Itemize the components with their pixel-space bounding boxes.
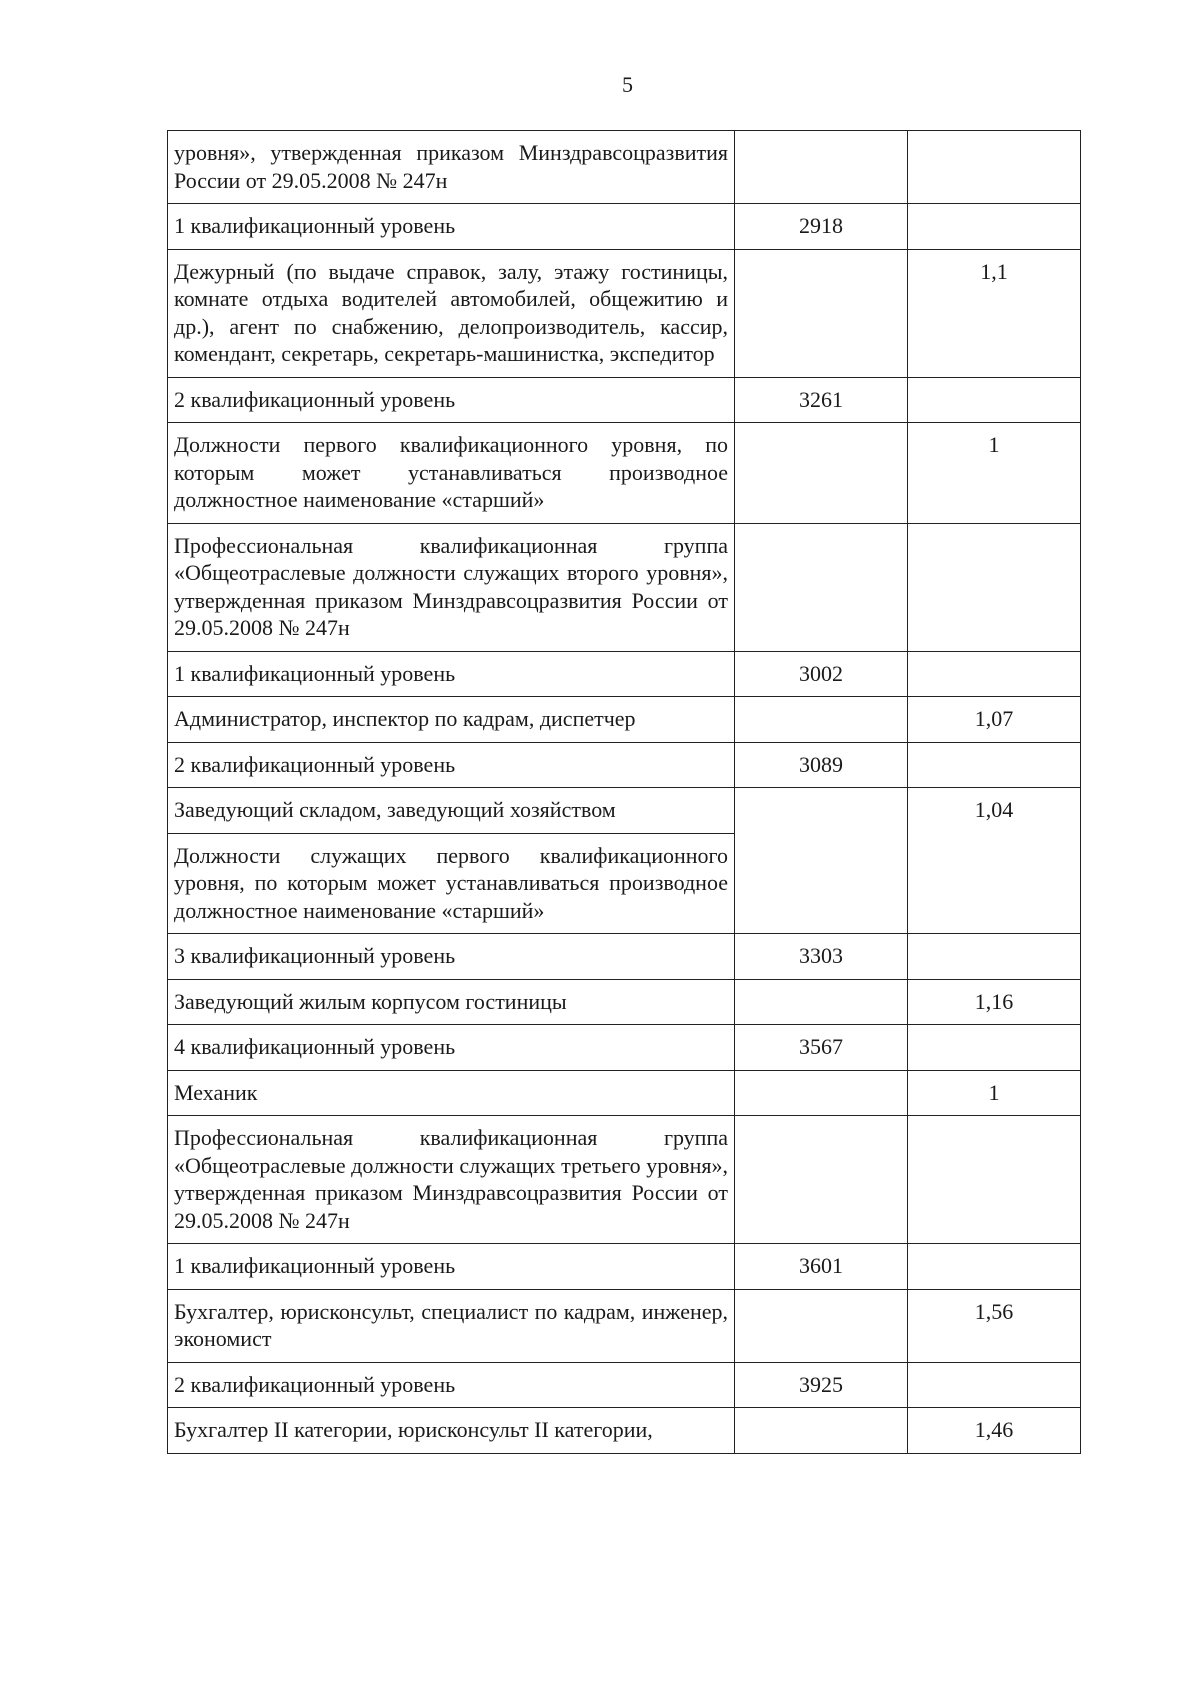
salary-cell	[735, 523, 908, 651]
salary-cell: 3261	[735, 377, 908, 423]
page-number: 5	[622, 72, 633, 97]
coefficient-cell: 1,04	[908, 788, 1081, 934]
salary-cell: 3002	[735, 651, 908, 697]
coefficient-cell: 1,1	[908, 249, 1081, 377]
salary-cell: 3567	[735, 1025, 908, 1071]
salary-cell	[735, 979, 908, 1025]
salary-table	[167, 130, 1081, 1454]
coefficient-cell: 1	[908, 423, 1081, 524]
position-name-cell: Администратор, инспектор по кадрам, диспетчер	[168, 697, 735, 743]
table-row	[168, 979, 1081, 1025]
table-row	[168, 651, 1081, 697]
position-name-cell: 1 квалификационный уровень	[168, 204, 735, 250]
position-name-cell: 1 квалификационный уровень	[168, 651, 735, 697]
position-name-cell: Заведующий жилым корпусом гостиницы	[168, 979, 735, 1025]
table-row	[168, 1116, 1081, 1244]
position-name-cell: Заведующий складом, заведующий хозяйством	[168, 788, 735, 834]
salary-cell: 3089	[735, 742, 908, 788]
salary-cell: 2918	[735, 204, 908, 250]
table-row	[168, 523, 1081, 651]
coefficient-cell	[908, 523, 1081, 651]
table-row	[168, 249, 1081, 377]
salary-cell	[735, 1116, 908, 1244]
table-row	[168, 377, 1081, 423]
salary-cell: 3925	[735, 1362, 908, 1408]
position-name-cell: Должности служащих первого квалификационного уровня, по которым может устанавливаться производное должностное наименование «старший»	[168, 833, 735, 934]
coefficient-cell	[908, 1116, 1081, 1244]
table-row	[168, 1408, 1081, 1454]
position-name-cell: 2 квалификационный уровень	[168, 1362, 735, 1408]
salary-cell	[735, 1289, 908, 1362]
coefficient-cell: 1,07	[908, 697, 1081, 743]
position-name-cell: 1 квалификационный уровень	[168, 1244, 735, 1290]
table-row	[168, 1244, 1081, 1290]
coefficient-cell	[908, 934, 1081, 980]
salary-cell	[735, 1408, 908, 1454]
position-name-cell: 3 квалификационный уровень	[168, 934, 735, 980]
position-name-cell: Механик	[168, 1070, 735, 1116]
coefficient-cell	[908, 377, 1081, 423]
position-name-cell: Дежурный (по выдаче справок, залу, этажу гостиницы, комнате отдыха водителей автомобилей, общежитию и др.), агент по снабжению, делопроизводитель, кассир, комендант, секретарь, секретарь-машинистка, экспедитор	[168, 249, 735, 377]
salary-cell	[735, 788, 908, 934]
table-row	[168, 788, 1081, 834]
salary-cell	[735, 249, 908, 377]
table-row	[168, 1070, 1081, 1116]
salary-cell	[735, 131, 908, 204]
coefficient-cell	[908, 651, 1081, 697]
coefficient-cell: 1	[908, 1070, 1081, 1116]
position-name-cell: Бухгалтер, юрисконсульт, специалист по кадрам, инженер, экономист	[168, 1289, 735, 1362]
position-name-cell: 2 квалификационный уровень	[168, 742, 735, 788]
salary-cell: 3303	[735, 934, 908, 980]
table-row	[168, 131, 1081, 204]
salary-cell	[735, 1070, 908, 1116]
table-row	[168, 1025, 1081, 1071]
coefficient-cell	[908, 1244, 1081, 1290]
table-row	[168, 934, 1081, 980]
coefficient-cell	[908, 131, 1081, 204]
coefficient-cell: 1,46	[908, 1408, 1081, 1454]
table-row	[168, 697, 1081, 743]
table-row	[168, 204, 1081, 250]
position-name-cell: уровня», утвержденная приказом Минздравсоцразвития России от 29.05.2008 № 247н	[168, 131, 735, 204]
position-name-cell: 4 квалификационный уровень	[168, 1025, 735, 1071]
coefficient-cell	[908, 742, 1081, 788]
position-name-cell: Профессиональная квалификационная группа «Общеотраслевые должности служащих третьего уровня», утвержденная приказом Минздравсоцразвития России от 29.05.2008 № 247н	[168, 1116, 735, 1244]
salary-cell	[735, 423, 908, 524]
table-row	[168, 742, 1081, 788]
position-name-cell: Бухгалтер II категории, юрисконсульт II категории,	[168, 1408, 735, 1454]
coefficient-cell: 1,16	[908, 979, 1081, 1025]
table-row	[168, 1362, 1081, 1408]
salary-cell	[735, 697, 908, 743]
salary-cell: 3601	[735, 1244, 908, 1290]
coefficient-cell: 1,56	[908, 1289, 1081, 1362]
table-row	[168, 1289, 1081, 1362]
coefficient-cell	[908, 1362, 1081, 1408]
coefficient-cell	[908, 204, 1081, 250]
coefficient-cell	[908, 1025, 1081, 1071]
position-name-cell: Должности первого квалификационного уровня, по которым может устанавливаться производное должностное наименование «старший»	[168, 423, 735, 524]
table-row	[168, 423, 1081, 524]
position-name-cell: Профессиональная квалификационная группа «Общеотраслевые должности служащих второго уровня», утвержденная приказом Минздравсоцразвития России от 29.05.2008 № 247н	[168, 523, 735, 651]
position-name-cell: 2 квалификационный уровень	[168, 377, 735, 423]
